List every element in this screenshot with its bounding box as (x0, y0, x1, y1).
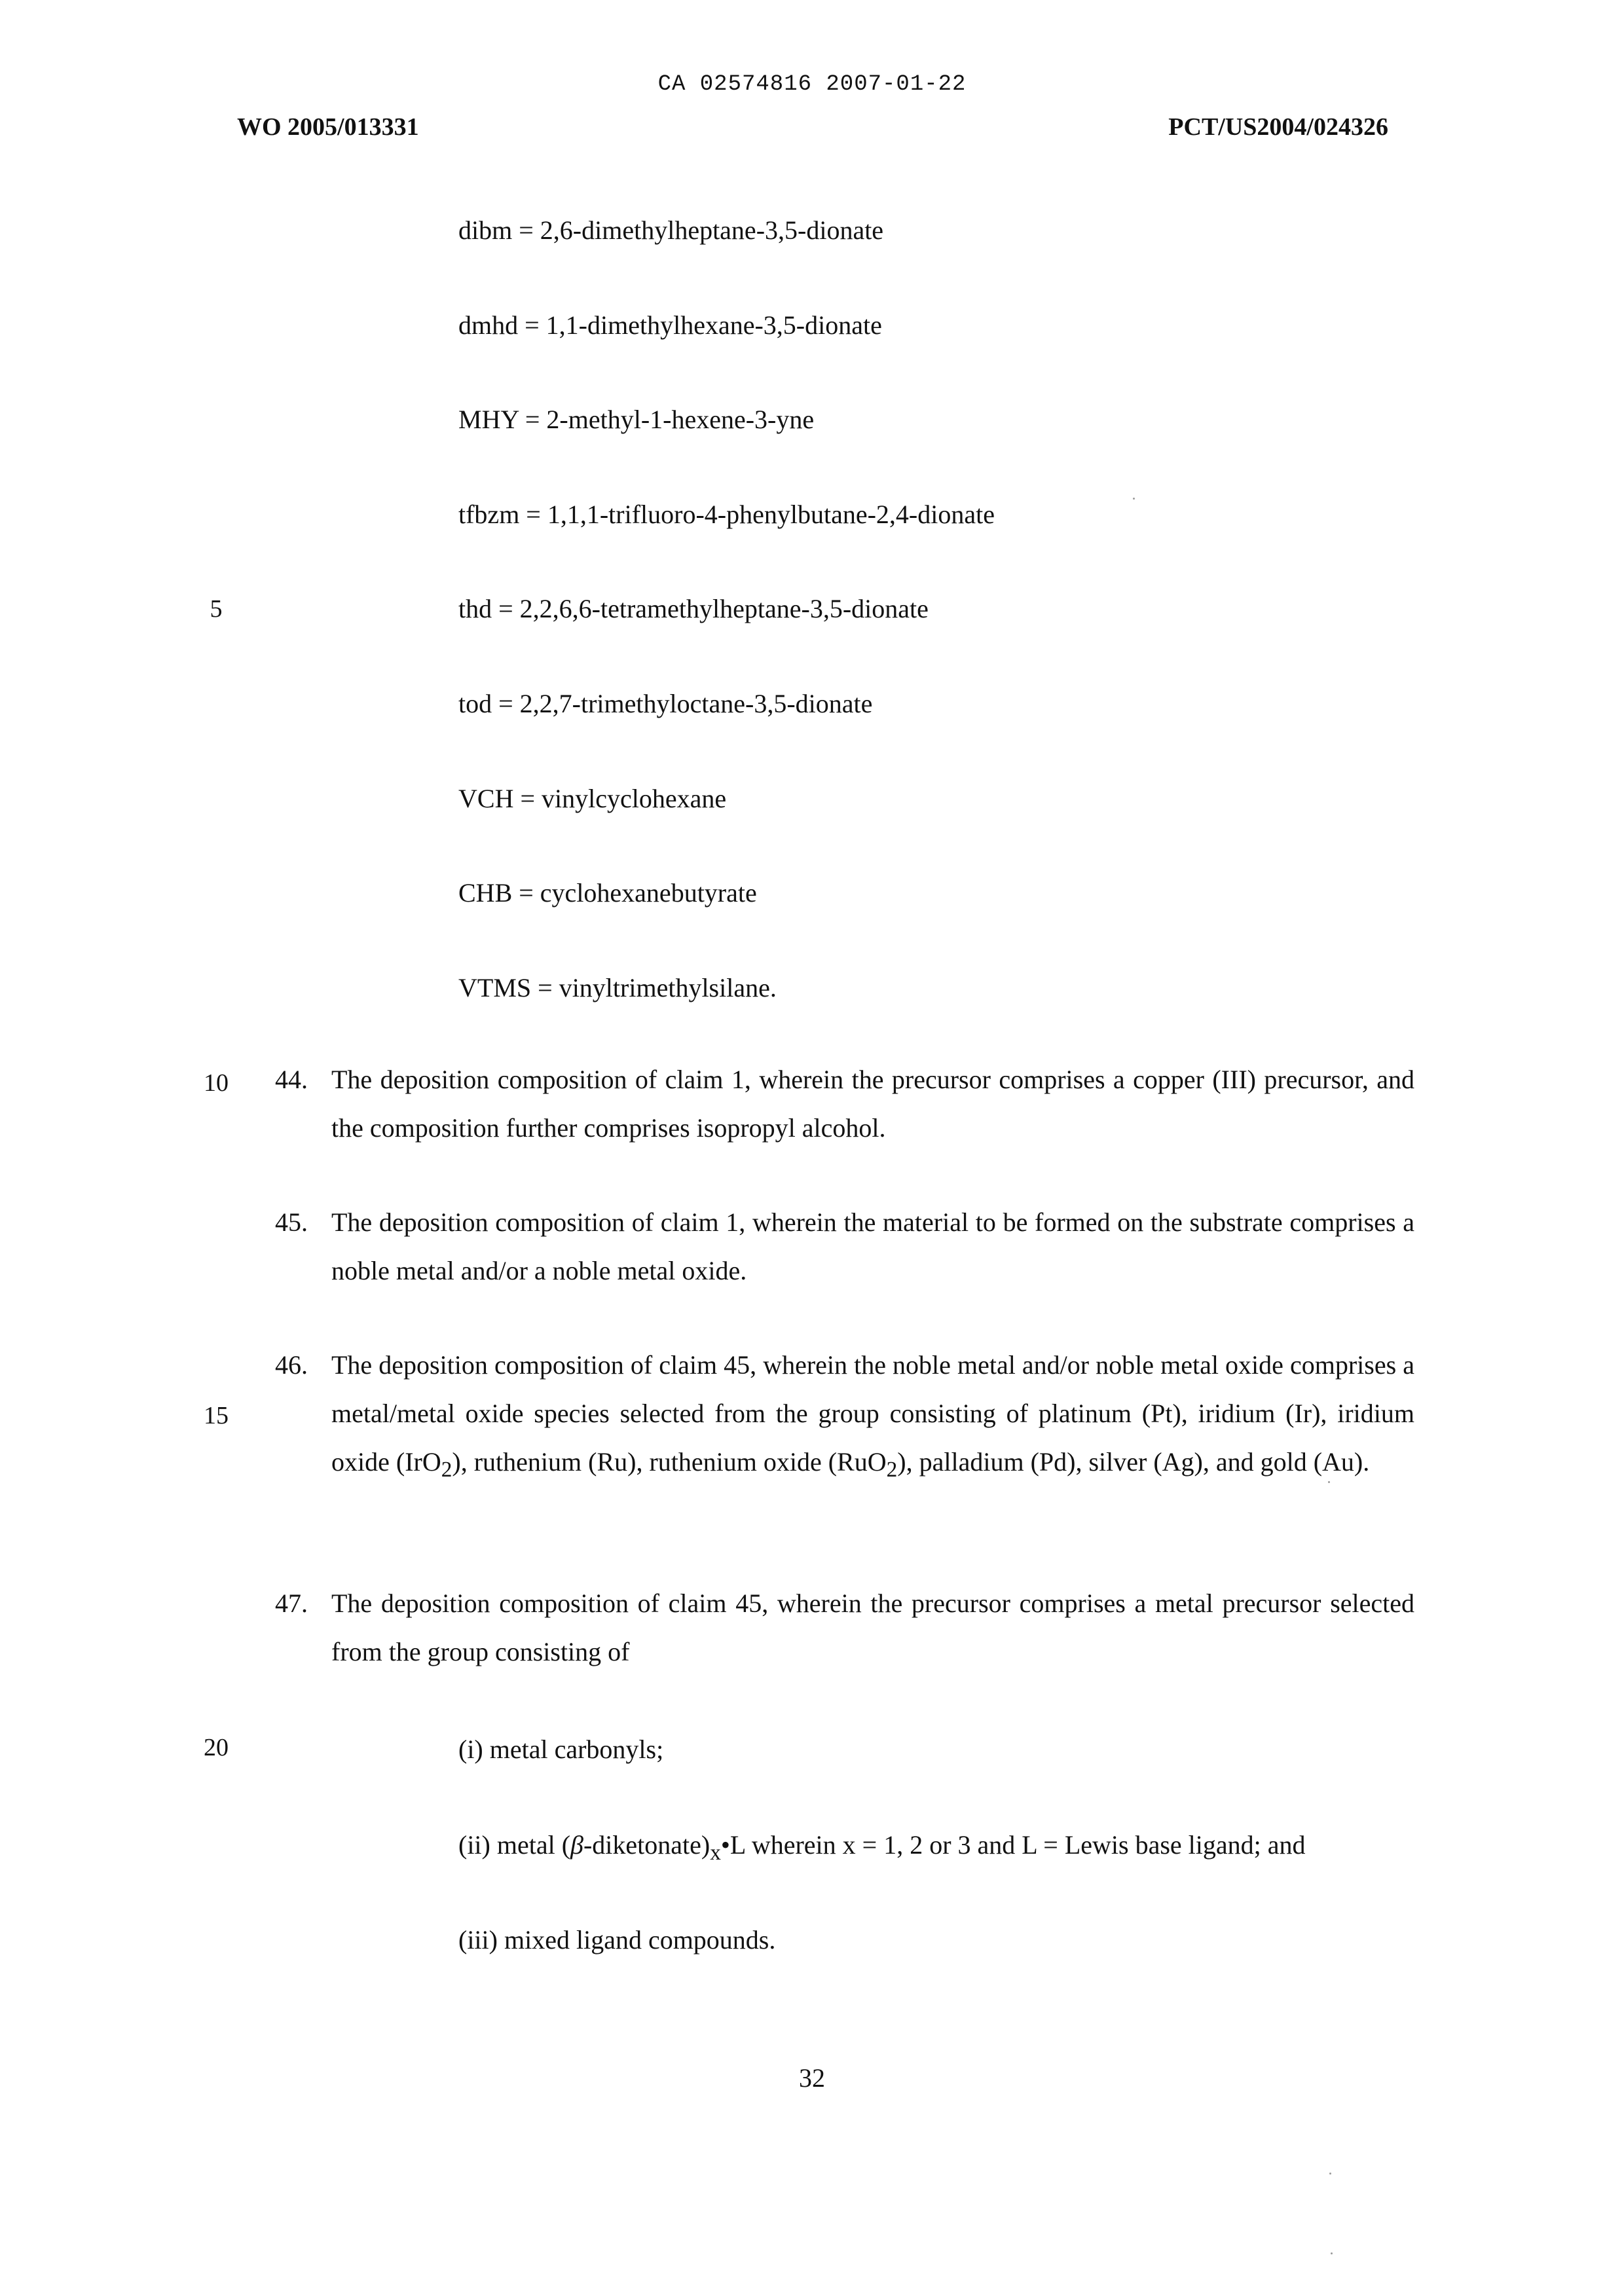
line-number-15: 15 (204, 1402, 229, 1429)
abbr-thd: thd = 2,2,6,6-tetramethylheptane-3,5-dionate (458, 594, 929, 623)
scan-speck (1328, 1481, 1330, 1483)
claim-text: The deposition composition of claim 1, wherein the precursor comprises a copper (III) precursor, and the composition further comprises isopropyl alcohol. (331, 1065, 1414, 1143)
abbr-dmhd: dmhd = 1,1-dimethylhexane-3,5-dionate (458, 310, 882, 340)
pct-number: PCT/US2004/024326 (1168, 113, 1388, 141)
item-text-part: (ii) metal ( (458, 1830, 571, 1860)
claim-text: The deposition composition of claim 1, wherein the material to be formed on the substrate comprises a noble metal and/or a noble metal oxide. (331, 1207, 1414, 1285)
beta-symbol: β (570, 1830, 583, 1860)
abbr-tfbzm: tfbzm = 1,1,1-trifluoro-4-phenylbutane-2,4-dionate (458, 500, 995, 529)
subscript: x (710, 1841, 721, 1865)
claim-text (331, 1341, 1414, 1494)
claim-number: 46. (275, 1350, 308, 1380)
item-text-part: •L wherein x = 1, 2 or 3 and L = Lewis base ligand; and (720, 1830, 1306, 1860)
claim-text-part: ), palladium (Pd), silver (Ag), and gold (Au). (897, 1447, 1370, 1477)
claim-45 (275, 1198, 1414, 1295)
abbr-vch: VCH = vinylcyclohexane (458, 784, 727, 813)
claim-text-part: ), ruthenium (Ru), ruthenium oxide (RuO (452, 1447, 887, 1477)
abbr-mhy: MHY = 2-methyl-1-hexene-3-yne (458, 405, 815, 434)
claim-text: The deposition composition of claim 45, wherein the precursor comprises a metal precursor selected from the group consisting of (331, 1588, 1414, 1666)
subscript: 2 (441, 1458, 452, 1482)
abbr-dibm: dibm = 2,6-dimethylheptane-3,5-dionate (458, 215, 884, 245)
line-number-20: 20 (204, 1734, 229, 1761)
abbr-vtms: VTMS = vinyltrimethylsilane. (458, 973, 777, 1002)
claim-number: 47. (275, 1588, 308, 1618)
claim-text-part: The deposition composition of claim 45, wherein the noble metal and/or noble metal oxide comprises a metal/metal oxide species selected from the group consisting of platinum (Pt), iridium (Ir), iridium oxide (IrO (331, 1350, 1414, 1477)
scan-speck (1331, 2252, 1333, 2254)
claim-44 (275, 1056, 1414, 1152)
wo-number: WO 2005/013331 (237, 113, 419, 141)
item-ii (458, 1829, 1306, 1865)
claim-46 (275, 1341, 1414, 1494)
line-number-5: 5 (210, 595, 223, 623)
item-text-part: -diketonate) (583, 1830, 710, 1860)
scan-speck (1329, 2173, 1331, 2175)
item-i: (i) metal carbonyls; (458, 1735, 664, 1764)
claim-47 (275, 1579, 1414, 1676)
scan-speck (1133, 498, 1135, 500)
abbr-chb: CHB = cyclohexanebutyrate (458, 878, 757, 908)
item-iii: (iii) mixed ligand compounds. (458, 1925, 776, 1955)
subscript: 2 (886, 1458, 898, 1482)
claim-number: 44. (275, 1065, 308, 1094)
line-number-10: 10 (204, 1069, 229, 1097)
page-number: 32 (799, 2063, 825, 2093)
claim-number: 45. (275, 1207, 308, 1237)
abbr-tod: tod = 2,2,7-trimethyloctane-3,5-dionate (458, 689, 873, 718)
ca-number: CA 02574816 2007-01-22 (657, 72, 967, 97)
